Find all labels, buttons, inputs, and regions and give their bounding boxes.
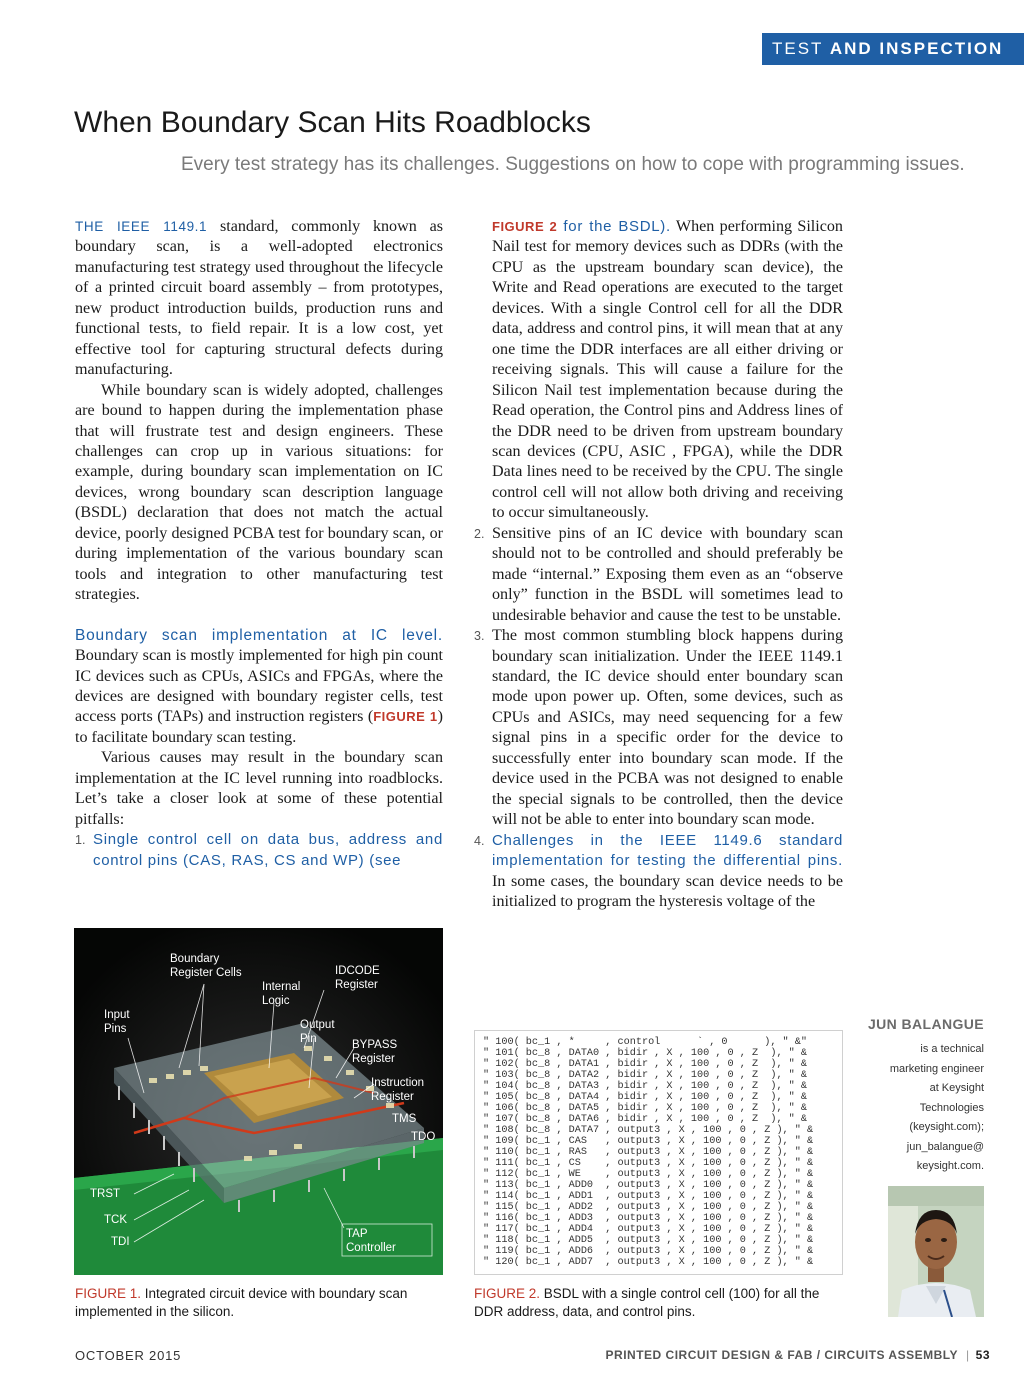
code-line: " 119( bc_1 , ADD6 , output3 , X , 100 , 0 , Z ), " & — [483, 1246, 814, 1257]
bio-line: keysight.com. — [916, 1160, 984, 1172]
list-item-1-body — [474, 217, 843, 524]
section-tag-light: TEST — [772, 39, 824, 58]
intro-text: standard, commonly known as boundary scan, is a well-adopted electronics manufacturing test strategy used throughout the lifecycle of a printed circuit board assembly – from prototypes, new product introduction builds, production runs and functional tests, to field repair. It is a low cost, yet effective tool for capturing structural defects during manufacturing. — [75, 218, 443, 379]
figure-1-caption-label: FIGURE 1. — [75, 1286, 142, 1301]
code-line: " 113( bc_1 , ADD0 , output3 , X , 100 , 0 , Z ), " & — [483, 1180, 814, 1191]
list-number: 2. — [474, 526, 485, 541]
code-line: " 115( bc_1 , ADD2 , output3 , X , 100 , 0 , Z ), " & — [483, 1202, 814, 1213]
section-tag — [762, 33, 1024, 65]
label-tdi: TDI — [111, 1236, 130, 1248]
paragraph-challenges: While boundary scan is widely adopted, challenges are bound to happen during the implementation phase that will frustrate test and design engineers. These challenges can crop up in various situations: for example, during boundary scan implementation on IC devices, wrong boundary scan description language (BSDL) declaration that does not match the actual device, poorly designed PCBA test for boundary scan, or during implementation of the various boundary scan tools and integration to other manufacturing test strategies. — [75, 381, 443, 604]
footer-divider: | — [966, 1348, 970, 1362]
code-line: " 102( bc_8 , DATA1 , bidir , X , 100 , 0 , Z ), " & — [483, 1059, 808, 1070]
paragraph-gap — [75, 606, 443, 626]
label-bypass-register: BYPASS Register — [352, 1039, 398, 1065]
bio-line: is a technical — [920, 1043, 984, 1055]
label-idcode-register: IDCODE Register — [335, 965, 380, 991]
paragraph-intro — [75, 217, 443, 381]
paragraph-ic-level — [75, 626, 443, 749]
code-line: " 112( bc_1 , WE , output3 , X , 100 , 0 , Z ), " & — [483, 1169, 814, 1180]
publication-name: PRINTED CIRCUIT DESIGN & FAB / CIRCUITS ASSEMBLY — [605, 1348, 959, 1362]
code-line: " 118( bc_1 , ADD5 , output3 , X , 100 , 0 , Z ), " & — [483, 1235, 814, 1246]
label-output-pin: Output Pin — [300, 1019, 335, 1045]
list-item-3 — [474, 626, 843, 831]
page-number: 53 — [975, 1348, 990, 1362]
author-photo — [888, 1186, 984, 1317]
item-4-head: Challenges in the IEEE 1149.6 standard implementation for testing the differential pins. — [492, 831, 843, 870]
figure-2-caption — [474, 1285, 844, 1321]
ic-level-text-a: Boundary scan is mostly implemented for high pin count IC devices such as CPUs, ASICs and FPGAs, where the devices are designed with boundary register cells, test access ports (TAPs) and instruction registers ( — [75, 647, 443, 726]
list-number: 1. — [75, 833, 86, 848]
label-instruction-register: Instruction Register — [371, 1077, 425, 1103]
figure-1-image — [74, 928, 443, 1275]
code-line: " 105( bc_8 , DATA4 , bidir , X , 100 , 0 , Z ), " & — [483, 1092, 808, 1103]
figure-1-ref: FIGURE 1 — [373, 709, 438, 725]
code-line: " 107( bc_8 , DATA6 , bidir , X , 100 , 0 , Z ), " & — [483, 1114, 808, 1125]
section-tag-bold: AND INSPECTION — [829, 39, 1004, 58]
figure-2-caption-text: BSDL with a single control cell (100) for all the DDR address, data, and control pins. — [474, 1286, 820, 1319]
label-tap-controller: TAP Controller — [346, 1228, 396, 1254]
code-line: " 106( bc_8 , DATA5 , bidir , X , 100 , 0 , Z ), " & — [483, 1103, 808, 1114]
figure-1-caption — [75, 1285, 445, 1321]
code-line: " 103( bc_8 , DATA2 , bidir , X , 100 , 0 , Z ), " & — [483, 1070, 808, 1081]
label-internal-logic: Internal Logic — [262, 981, 301, 1007]
bio-line: marketing engineer — [889, 1062, 984, 1075]
code-line: " 110( bc_1 , RAS , output3 , X , 100 , 0 , Z ), " & — [483, 1147, 814, 1158]
ic-level-text-b: ) to facilitate boundary scan testing. — [75, 708, 443, 746]
label-tdo: TDO — [411, 1131, 436, 1143]
author-bio — [864, 1040, 984, 1177]
item-1-head: Single control cell on data bus, address and control pins (CAS, RAS, CS and WP) (see — [93, 831, 443, 869]
code-line: " 111( bc_1 , CS , output3 , X , 100 , 0 , Z ), " & — [483, 1158, 814, 1169]
footer-publication — [606, 1348, 990, 1362]
label-trst: TRST — [90, 1188, 121, 1200]
footer-date: OCTOBER 2015 — [75, 1348, 182, 1363]
bio-line: jun_balangue@ — [906, 1140, 984, 1153]
left-column — [75, 217, 443, 871]
paragraph-pitfalls: Various causes may result in the boundary scan implementation at the IC level running into roadblocks. Let’s take a closer look at some of these potential pitfalls: — [75, 749, 443, 828]
figure-1-caption-text: Integrated circuit device with boundary scan implemented in the silicon. — [75, 1286, 408, 1319]
item-1-head-end: for the BSDL). — [557, 218, 671, 235]
code-line: " 120( bc_1 , ADD7 , output3 , X , 100 , 0 , Z ), " & — [483, 1257, 814, 1268]
right-column — [474, 217, 843, 912]
article-title: When Boundary Scan Hits Roadblocks — [74, 106, 591, 139]
code-line: " 114( bc_1 , ADD1 , output3 , X , 100 , 0 , Z ), " & — [483, 1191, 814, 1202]
item-3-text: The most common stumbling block happens during boundary scan initialization. Under the IEEE 1149.1 standard, the IC device should enter boundary scan mode upon power up. Often, some devices, such as CPUs and ASICs, may need sequencing for a few signal pins in a specific order for the device to successfully enter into boundary scan mode. If the device used in the PCBA was not designed to enable the special signals to be controlled, then the device will not be able to enter into boundary scan mode. — [492, 627, 843, 829]
label-boundary-register-cells: Boundary Register Cells — [170, 953, 242, 979]
label-tck: TCK — [104, 1214, 127, 1226]
bio-line: at Keysight — [929, 1082, 984, 1094]
figure-2-ref: FIGURE 2 — [492, 219, 558, 234]
code-line: " 101( bc_8 , DATA0 , bidir , X , 100 , 0 , Z ), " & — [483, 1048, 808, 1059]
list-number: 4. — [474, 833, 485, 848]
code-line: " 109( bc_1 , CAS , output3 , X , 100 , 0 , Z ), " & — [483, 1136, 814, 1147]
article-subtitle: Every test strategy has its challenges. Suggestions on how to cope with programming issues. — [181, 154, 965, 175]
item-2-text: Sensitive pins of an IC device with boundary scan should not to be controlled and should preferably be made “internal.” Exposing them even as an “observe only” function in the BSDL will sometimes lead to undesirable behavior and cause the test to be unstable. — [492, 524, 843, 624]
figure-2-caption-label: FIGURE 2. — [474, 1286, 541, 1301]
code-line: " 100( bc_1 , * , control ` , 0 ), " &" — [483, 1037, 808, 1048]
list-number: 3. — [474, 629, 485, 644]
author-name: JUN BALANGUE — [867, 1016, 984, 1032]
code-line: " 104( bc_8 , DATA3 , bidir , X , 100 , 0 , Z ), " & — [483, 1081, 808, 1092]
lead-in: THE IEEE 1149.1 — [75, 219, 208, 234]
code-line: " 117( bc_1 , ADD4 , output3 , X , 100 , 0 , Z ), " & — [483, 1224, 814, 1235]
label-tms: TMS — [392, 1113, 417, 1125]
code-line: " 108( bc_8 , DATA7 , output3 , X , 100 , 0 , Z ), " & — [483, 1125, 814, 1136]
bio-line: Technologies — [919, 1101, 984, 1114]
item-1-text: When performing Silicon Nail test for memory devices such as DDRs (with the CPU as the upstream boundary scan device), the Write and Read operations are executed to the target devices. With a single Control cell for all the DDR data, address and control pins, it will mean that at any one time the DDR interfaces are all either driving or receiving signals. This will cause a failure for the Silicon Nail test implementation because during the Read operation, the Control pins and Address lines of the DDR need to be driven from upstream boundary scan devices (CPU, ASIC , FPGA), while the DDR Data lines need to be received by the CPU. The single control cell will not allow both driving and receiving to occur simultaneously. — [492, 218, 843, 522]
author-portrait — [888, 1186, 984, 1317]
list-item-1-head — [75, 830, 443, 871]
list-item-4 — [474, 831, 843, 913]
code-line: " 116( bc_1 , ADD3 , output3 , X , 100 , 0 , Z ), " & — [483, 1213, 814, 1224]
label-input-pins: Input Pins — [104, 1009, 130, 1035]
bio-line: (keysight.com); — [909, 1121, 984, 1133]
item-4-text: In some cases, the boundary scan device needs to be initialized to program the hysteresis voltage of the — [492, 872, 843, 910]
subhead-ic-level: Boundary scan implementation at IC level. — [75, 626, 443, 644]
figure-2-code — [474, 1030, 843, 1275]
list-item-2 — [474, 524, 843, 626]
